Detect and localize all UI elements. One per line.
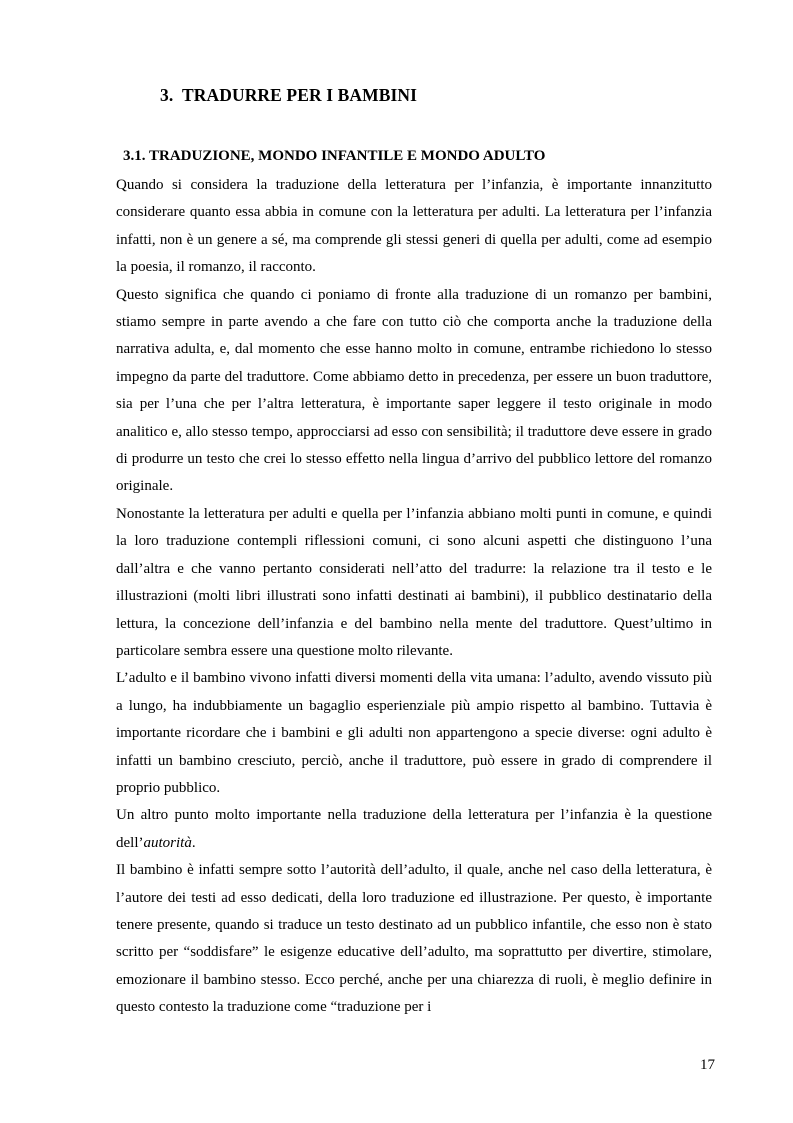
paragraph-1: Quando si considera la traduzione della letteratura per l’infanzia, è importante innanzitutto considerare quanto essa abbia in comune con la letteratura per adulti. La letteratura per l’infanzia infatti, non è un genere a sé, ma comprende gli stessi generi di quella per adulti, come ad esempio la poesia, il romanzo, il racconto. — [116, 177, 712, 276]
section-title: 3.1. TRADUZIONE, MONDO INFANTILE E MONDO ADULTO — [123, 148, 546, 164]
body-text — [116, 172, 712, 1022]
chapter-title: TRADURRE PER I BAMBINI — [181, 85, 418, 105]
paragraph-5 — [116, 802, 712, 857]
paragraph-3: Nonostante la letteratura per adulti e quella per l’infanzia abbiano molti punti in comune, e quindi la loro traduzione contempli riflessioni comuni, ci sono alcuni aspetti che distinguono l’una dall’altra e che vanno pertanto considerati nell’atto del tradurre: la relazione tra il testo e le illustrazioni (molti libri illustrati sono infatti destinati ai bambini), il pubblico destinatario della lettura, la concezione dell’infanzia e del bambino nella mente del traduttore. Quest’ultimo in particolare sembra essere una questione molto rilevante. — [116, 505, 712, 659]
paragraph-6: Il bambino è infatti sempre sotto l’autorità dell’adulto, il quale, anche nel caso della letteratura, è l’autore dei testi ad esso dedicati, della loro traduzione ed illustrazione. Per questo, è importante tenere presente, quando si traduce un testo destinato ad un pubblico infantile, che esso non è stato scritto per “soddisfare” le esigenze educative dell’adulto, ma soprattutto per divertire, stimolare, emozionare il bambino stesso. Ecco perché, anche per una chiarezza di ruoli, è meglio definire in questo contesto la traduzione come “traduzione per i — [116, 862, 712, 1016]
page-number: 17 — [700, 1057, 715, 1073]
chapter-heading — [160, 85, 417, 106]
paragraph-5-text: Un altro punto molto importante nella traduzione della letteratura per l’infanzia è la questione dell’ — [116, 807, 712, 851]
paragraph-2: Questo significa che quando ci poniamo di fronte alla traduzione di un romanzo per bambini, stiamo sempre in parte avendo a che fare con tutto ciò che comporta anche la traduzione della narrativa adulta, e, dal momento che esse hanno molto in comune, entrambe richiedono lo stesso impegno da parte del traduttore. Come abbiamo detto in precedenza, per essere un buon traduttore, sia per l’una che per l’altra letteratura, è importante saper leggere il testo originale in modo analitico e, allo stesso tempo, approcciarsi ad esso con sensibilità; il traduttore deve essere in grado di produrre un testo che crei lo stesso effetto nella lingua d’arrivo del pubblico lettore del romanzo originale. — [116, 286, 712, 495]
authority-emphasis: autorità — [143, 834, 192, 851]
paragraph-5-end: . — [191, 834, 196, 851]
chapter-number: 3. — [160, 85, 174, 105]
paragraph-4: L’adulto e il bambino vivono infatti diversi momenti della vita umana: l’adulto, avendo vissuto più a lungo, ha indubbiamente un bagaglio esperienziale più ampio rispetto al bambino. Tuttavia è importante ricordare che i bambini e gli adulti non appartengono a specie diverse: ogni adulto è infatti un bambino cresciuto, perciò, anche il traduttore, può essere in grado di comprendere il proprio pubblico. — [116, 670, 712, 796]
